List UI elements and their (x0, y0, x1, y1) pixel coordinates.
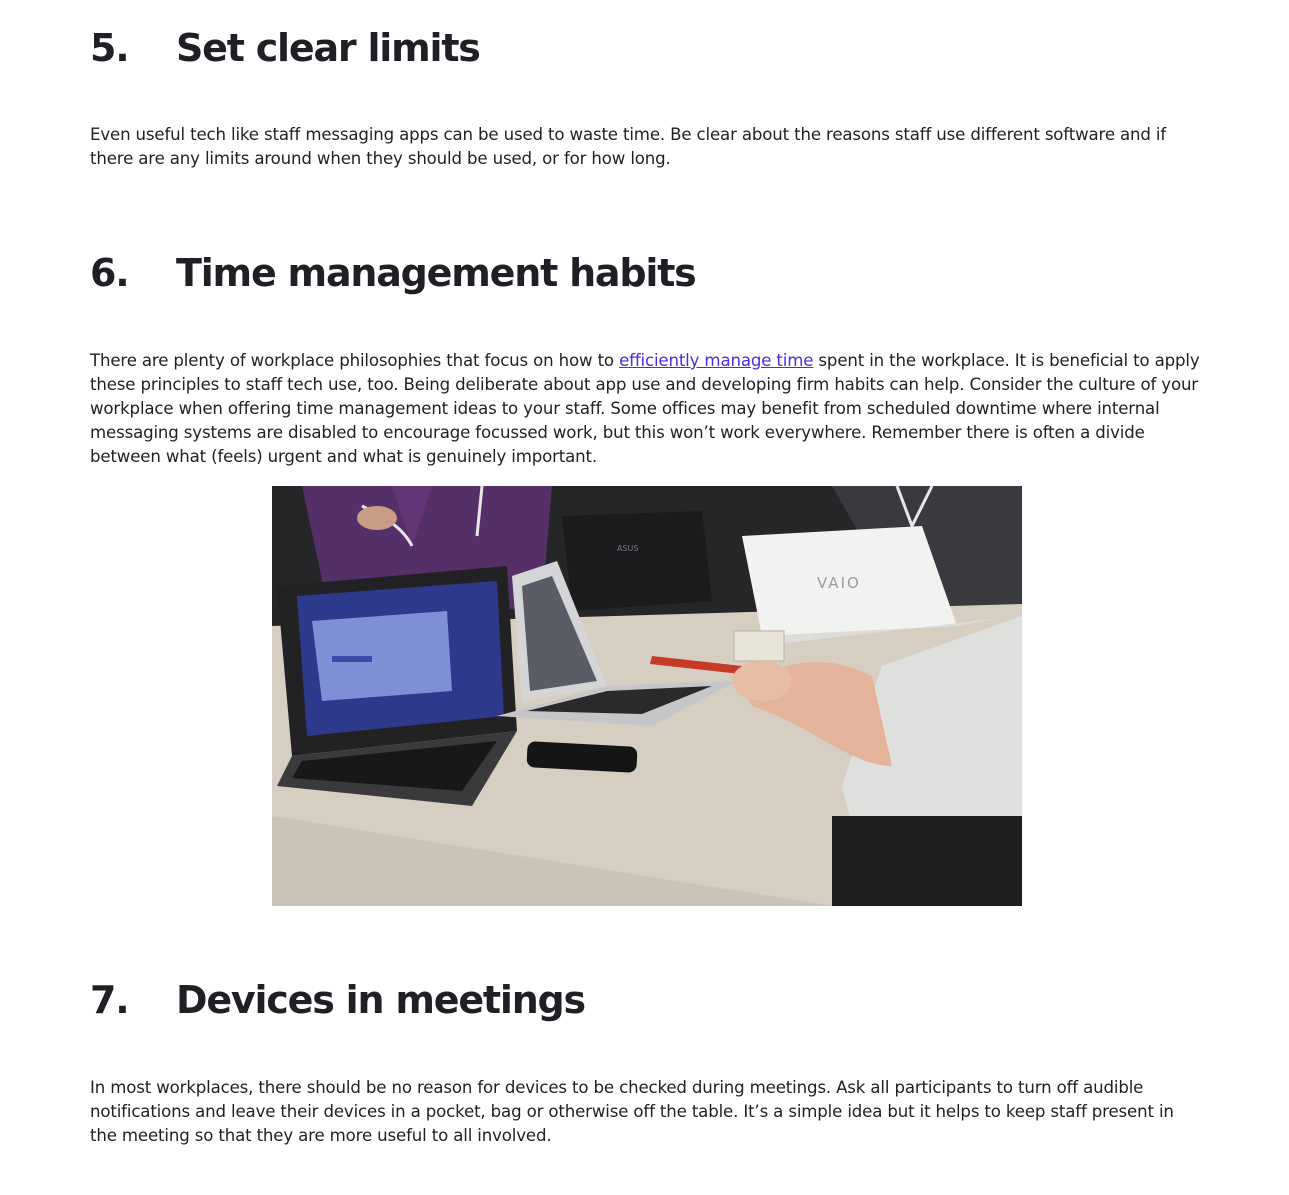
section-5-heading (90, 24, 1205, 72)
section-7-number: 7. (90, 978, 129, 1022)
section-7-heading (90, 976, 1205, 1024)
section-6-title: Time management habits (176, 251, 696, 295)
section-7-title: Devices in meetings (176, 978, 585, 1022)
section-6-text-before-link: There are plenty of workplace philosophies that focus on how to (90, 351, 620, 370)
meeting-photo-illustration (272, 486, 1022, 906)
meeting-laptops-photo (272, 486, 1022, 906)
section-5-paragraph: Even useful tech like staff messaging apps can be used to waste time. Be clear about the reasons staff use different software and if there are any limits around when they should be used, or for how long. (90, 125, 1167, 168)
section-6-text-after-link: spent in the workplace. It is beneficial to apply these principles to staff tech use, too. Being deliberate about app use and developing firm habits can help. Consider the culture of your workplace when offering time management ideas to your staff. Some offices may benefit from scheduled downtime where internal messaging systems are disabled to encourage focussed work, but this won’t work everywhere. Remember there is often a divide between what (feels) urgent and what is genuinely important. (90, 351, 1200, 466)
section-6-number: 6. (90, 251, 129, 295)
section-6-heading (90, 249, 1205, 297)
asus-logo: ASUS (617, 544, 639, 553)
vaio-logo: VAIO (817, 574, 861, 592)
section-6-paragraph (90, 349, 1205, 469)
section-5-title: Set clear limits (176, 26, 480, 70)
efficiently-manage-time-link[interactable]: efficiently manage time (619, 351, 814, 370)
section-5-number: 5. (90, 26, 129, 70)
section-7-paragraph: In most workplaces, there should be no reason for devices to be checked during meetings. Ask all participants to turn off audible notifications and leave their devices in a pocket, bag or otherwise off the table. It’s a simple idea but it helps to keep staff present in the meeting so that they are more useful to all involved. (90, 1078, 1174, 1145)
